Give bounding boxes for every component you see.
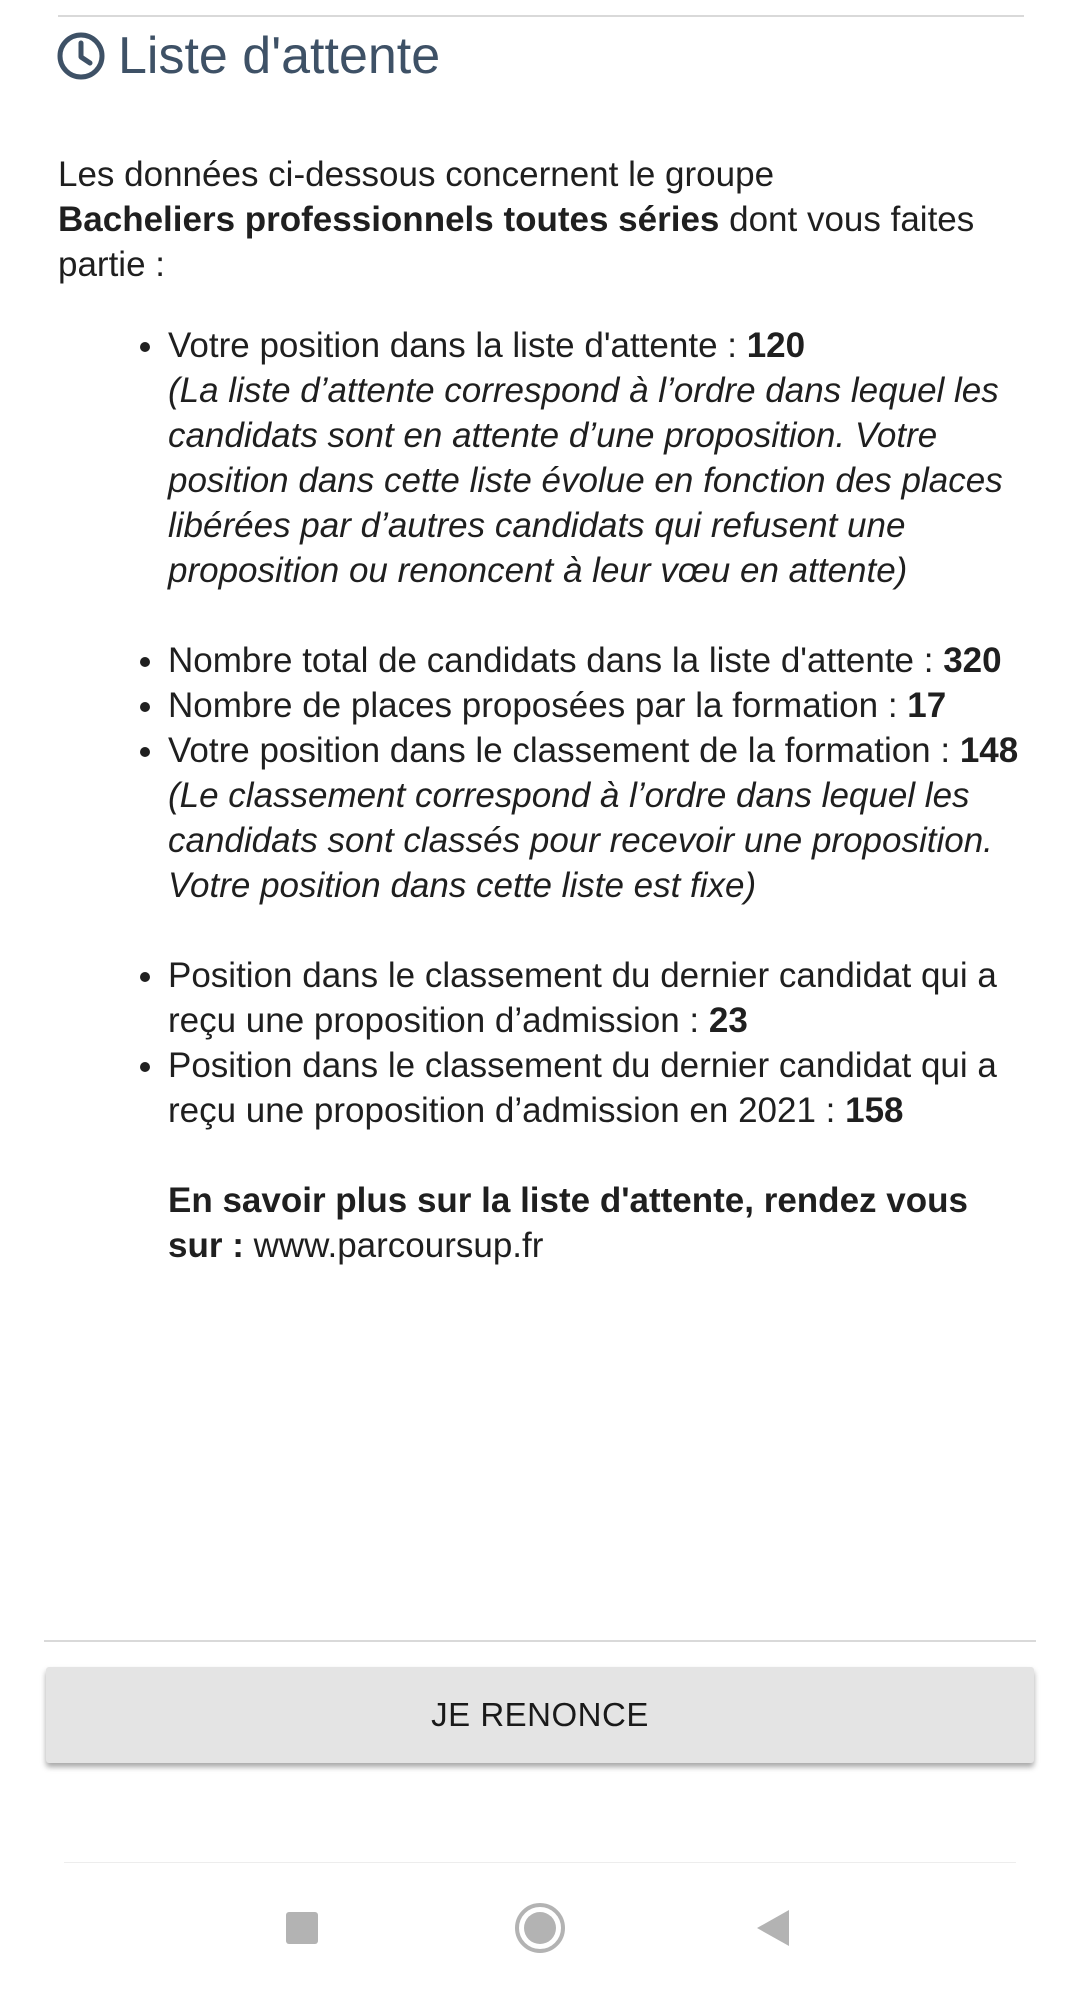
item-note: (La liste d’attente correspond à l’ordre dans lequel les candidats sont en attente d’une proposition. Votre position dans cette liste évolue en fonction des places libérées par d’autres candidats qui refusent une proposition ou renoncent à leur vœu en attente) (168, 371, 1003, 590)
page-title: Liste d'attente (118, 27, 441, 85)
info-list (58, 323, 1028, 1133)
item-label: Votre position dans la liste d'attente : (168, 326, 747, 365)
item-value: 120 (746, 326, 806, 365)
recents-button[interactable] (267, 1895, 337, 1965)
section-header (56, 22, 440, 90)
list-item-total-candidates (168, 638, 1028, 683)
list-item-last-admitted-2021 (168, 1043, 1028, 1133)
triangle-back-icon (753, 1908, 791, 1953)
more-info (168, 1178, 1028, 1268)
item-value: 158 (845, 1091, 904, 1130)
waitlist-details (58, 152, 1028, 1268)
nav-divider (64, 1862, 1016, 1863)
item-label: Nombre total de candidats dans la liste d'attente : (168, 641, 944, 680)
item-label: Votre position dans le classement de la formation : (168, 731, 960, 770)
back-button[interactable] (737, 1895, 807, 1965)
clock-icon (56, 31, 106, 81)
item-note: (Le classement correspond à l’ordre dans lequel les candidats sont classés pour recevoir une proposition. Votre position dans cette liste est fixe) (168, 776, 993, 905)
top-divider (58, 15, 1024, 17)
item-label: Position dans le classement du dernier candidat qui a reçu une proposition d’admission en 2021 : (168, 1046, 997, 1130)
item-label: Nombre de places proposées par la formation : (168, 686, 908, 725)
item-value: 23 (708, 1001, 748, 1040)
more-info-text: En savoir plus sur la liste d'attente, rendez vous sur : (168, 1181, 968, 1265)
square-icon (285, 1911, 319, 1950)
list-item-waitlist-position (168, 323, 1028, 638)
parcoursup-link[interactable]: www.parcoursup.fr (253, 1226, 544, 1265)
intro-suffix: dont vous faites partie : (58, 200, 975, 284)
intro-prefix: Les données ci-dessous concernent le groupe (58, 155, 775, 194)
list-item-places-offered (168, 683, 1028, 728)
android-nav-bar (0, 1895, 1080, 1965)
renounce-button[interactable]: JE RENONCE (46, 1667, 1034, 1763)
group-name: Bacheliers professionnels toutes séries (58, 200, 720, 239)
circle-home-icon (514, 1902, 566, 1959)
item-value: 320 (943, 641, 1002, 680)
intro-text (58, 152, 1028, 287)
list-item-ranking-position (168, 728, 1028, 953)
bottom-divider (44, 1640, 1036, 1642)
item-value: 148 (959, 731, 1019, 770)
list-item-last-admitted (168, 953, 1028, 1043)
home-button[interactable] (505, 1895, 575, 1965)
item-label: Position dans le classement du dernier candidat qui a reçu une proposition d’admission : (168, 956, 997, 1040)
item-value: 17 (907, 686, 947, 725)
